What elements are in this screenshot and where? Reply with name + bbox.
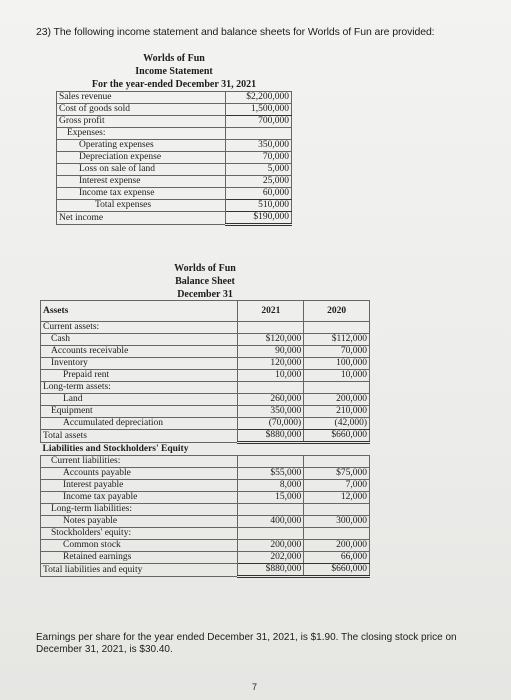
row-value-2020: 10,000 xyxy=(304,370,370,382)
table-header-row xyxy=(41,301,370,322)
balance-sheet-header xyxy=(140,262,270,301)
table-row xyxy=(41,516,370,528)
row-value-2020: 100,000 xyxy=(304,358,370,370)
row-label: Loss on sale of land xyxy=(57,164,226,176)
row-label: Total assets xyxy=(41,430,238,443)
income-period: For the year-ended December 31, 2021 xyxy=(91,79,257,90)
row-label: Income tax payable xyxy=(41,492,238,504)
income-company-name: Worlds of Fun xyxy=(143,53,205,64)
row-label: Income tax expense xyxy=(57,188,226,200)
table-row xyxy=(41,528,370,540)
row-value-2021: 200,000 xyxy=(238,540,304,552)
table-row xyxy=(41,456,370,468)
row-label: Stockholders' equity: xyxy=(41,528,238,540)
row-label: Cost of goods sold xyxy=(57,104,226,116)
row-value: 25,000 xyxy=(225,176,291,188)
row-label: Accounts receivable xyxy=(41,346,238,358)
row-label: Depreciation expense xyxy=(57,152,226,164)
row-label: Expenses: xyxy=(57,128,226,140)
table-row xyxy=(57,176,292,188)
row-label: Gross profit xyxy=(57,116,226,128)
row-value: $190,000 xyxy=(225,212,291,225)
table-row xyxy=(41,358,370,370)
row-value-2021: 10,000 xyxy=(238,370,304,382)
row-value-2020: (42,000) xyxy=(304,418,370,430)
row-value-2020: $112,000 xyxy=(304,334,370,346)
row-value-2021 xyxy=(238,456,304,468)
row-value-2021: 90,000 xyxy=(238,346,304,358)
row-value-2020: $75,000 xyxy=(304,468,370,480)
row-value-2020 xyxy=(304,322,370,334)
income-statement-header xyxy=(56,52,292,91)
header-2021: 2021 xyxy=(238,301,304,322)
row-value-2021: 202,000 xyxy=(238,552,304,564)
row-label: Current liabilities: xyxy=(41,456,238,468)
row-label: Land xyxy=(41,394,238,406)
row-value: 350,000 xyxy=(225,140,291,152)
row-value: 1,500,000 xyxy=(225,104,291,116)
table-row xyxy=(41,430,370,443)
table-row xyxy=(57,164,292,176)
row-value-2020 xyxy=(304,456,370,468)
row-value: 60,000 xyxy=(225,188,291,200)
row-value-2021: 8,000 xyxy=(238,480,304,492)
table-row xyxy=(41,418,370,430)
row-label: Sales revenue xyxy=(57,92,226,104)
table-row xyxy=(41,480,370,492)
balance-title: Balance Sheet xyxy=(175,276,235,287)
page-number: 7 xyxy=(252,682,258,692)
row-value-2020: 70,000 xyxy=(304,346,370,358)
table-row xyxy=(41,406,370,418)
income-statement-table xyxy=(56,91,292,226)
row-value xyxy=(225,128,291,140)
row-value: 70,000 xyxy=(225,152,291,164)
income-title: Income Statement xyxy=(135,66,213,77)
table-row xyxy=(41,443,370,456)
row-value-2021 xyxy=(238,322,304,334)
section-heading: Liabilities and Stockholders' Equity xyxy=(42,444,189,454)
row-value-2021 xyxy=(238,528,304,540)
row-value-2021: 120,000 xyxy=(238,358,304,370)
table-row xyxy=(41,504,370,516)
table-row xyxy=(57,140,292,152)
row-value-2021: $120,000 xyxy=(238,334,304,346)
row-label: Retained earnings xyxy=(41,552,238,564)
row-value-2020: 300,000 xyxy=(304,516,370,528)
row-value-2020 xyxy=(304,382,370,394)
row-label: Inventory xyxy=(41,358,238,370)
row-value-2020: 12,000 xyxy=(304,492,370,504)
row-value-2021: $880,000 xyxy=(238,430,304,443)
header-assets: Assets xyxy=(41,301,238,322)
table-row xyxy=(41,322,370,334)
table-row xyxy=(41,552,370,564)
row-value: 5,000 xyxy=(225,164,291,176)
table-row xyxy=(57,128,292,140)
table-row xyxy=(41,370,370,382)
row-value-2020: 200,000 xyxy=(304,540,370,552)
row-label: Accumulated depreciation xyxy=(41,418,238,430)
row-label: Operating expenses xyxy=(57,140,226,152)
row-value-2021 xyxy=(238,504,304,516)
row-label: Current assets: xyxy=(41,322,238,334)
table-row xyxy=(57,212,292,225)
row-value-2021 xyxy=(238,382,304,394)
row-value-2020 xyxy=(304,528,370,540)
row-label: Equipment xyxy=(41,406,238,418)
table-row xyxy=(57,104,292,116)
row-label: Prepaid rent xyxy=(41,370,238,382)
table-row xyxy=(41,382,370,394)
row-label: Interest payable xyxy=(41,480,238,492)
row-label: Long-term liabilities: xyxy=(41,504,238,516)
table-row xyxy=(41,468,370,480)
row-label: Cash xyxy=(41,334,238,346)
balance-sheet-table xyxy=(40,300,370,578)
balance-company-name: Worlds of Fun xyxy=(174,263,236,274)
table-row xyxy=(57,152,292,164)
row-value-2020: 200,000 xyxy=(304,394,370,406)
row-value: $2,200,000 xyxy=(225,92,291,104)
row-value-2020 xyxy=(304,504,370,516)
row-value-2021: $880,000 xyxy=(238,564,304,577)
table-row xyxy=(41,334,370,346)
row-label: Total liabilities and equity xyxy=(41,564,238,577)
row-label: Total expenses xyxy=(57,200,226,212)
table-row xyxy=(41,394,370,406)
table-row xyxy=(41,346,370,358)
table-row xyxy=(57,200,292,212)
row-label: Long-term assets: xyxy=(41,382,238,394)
row-label: Interest expense xyxy=(57,176,226,188)
row-value: 510,000 xyxy=(225,200,291,212)
footer-text: Earnings per share for the year ended December 31, 2021, is $1.90. The closing stock price on December 31, 2021, is $30.40. xyxy=(36,632,457,655)
row-value-2021: 350,000 xyxy=(238,406,304,418)
table-row xyxy=(57,116,292,128)
row-value-2021: 15,000 xyxy=(238,492,304,504)
row-value-2020: 210,000 xyxy=(304,406,370,418)
row-value-2020: $660,000 xyxy=(304,564,370,577)
header-2020: 2020 xyxy=(304,301,370,322)
row-value-2021: $55,000 xyxy=(238,468,304,480)
row-label: Net income xyxy=(57,212,226,225)
row-value-2020: 66,000 xyxy=(304,552,370,564)
table-row xyxy=(57,92,292,104)
table-row xyxy=(41,540,370,552)
balance-date: December 31 xyxy=(177,289,233,300)
row-label: Notes payable xyxy=(41,516,238,528)
row-value-2021: 260,000 xyxy=(238,394,304,406)
row-value: 700,000 xyxy=(225,116,291,128)
row-label: Common stock xyxy=(41,540,238,552)
row-value-2021: 400,000 xyxy=(238,516,304,528)
question-text: 23) The following income statement and balance sheets for Worlds of Fun are provided: xyxy=(36,26,435,38)
row-value-2021: (70,000) xyxy=(238,418,304,430)
row-value-2020: $660,000 xyxy=(304,430,370,443)
row-value-2020: 7,000 xyxy=(304,480,370,492)
table-row xyxy=(41,564,370,577)
row-label: Accounts payable xyxy=(41,468,238,480)
table-row xyxy=(41,492,370,504)
table-row xyxy=(57,188,292,200)
